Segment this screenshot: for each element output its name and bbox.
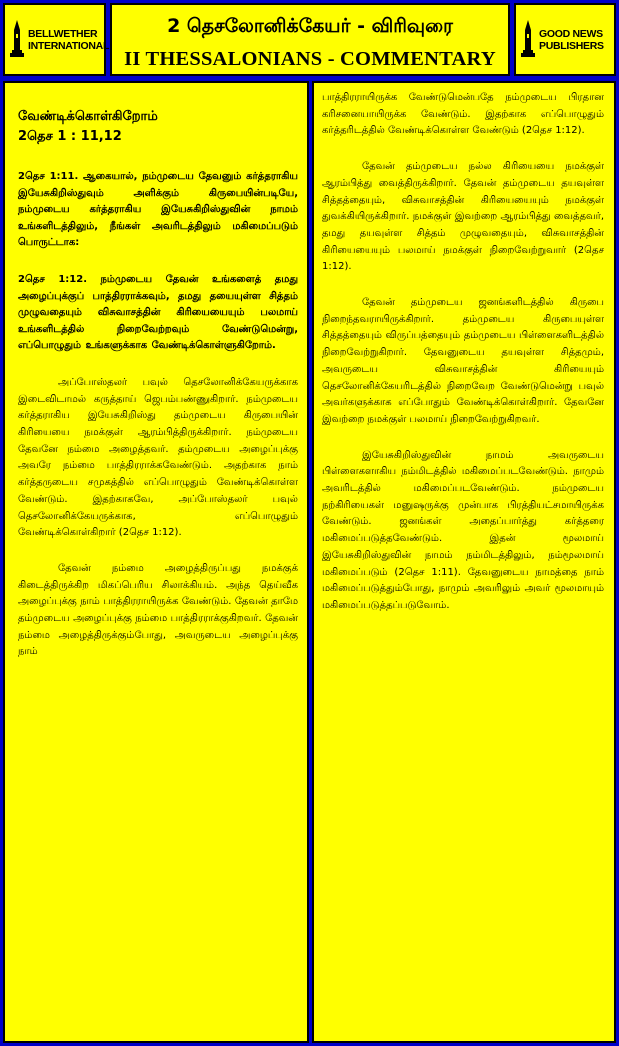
commentary-paragraph-text: இயேசுகிறிஸ்துவின் நாமம் அவருடைய பிள்ளைகளாகிய நம்மிடத்தில் மகிமைப்படவேண்டும். நாமும் அவரிடத்தில் மகிமைப்படவேண்டும். நம்முடைய நற்கிரியைகள் மனுஷருக்கு முன்பாக பிரத்தியட்சமாயிருக்க வேண்டும். ஜனங்கள் அதைப்பார்த்து கர்த்தரை மகிமைப்படுத்தவேண்டும். இதன் மூலமாய் இயேசுகிறிஸ்துவின் நாமம் நம்மிடத்திலும், நம்மூலமாய் மகிமைப்படும் (2தெச 1:11). தேவனுடைய நாமத்தை நாம் மகிமைப்படுத்தும்போது, நாமும் அவரிலும் அவர் மூலமாயும் மகிமைப்படுத்தப்படுவோம்.	[322, 449, 604, 611]
section-heading-title: வேண்டிக்கொள்கிறோம்	[18, 109, 158, 124]
commentary-paragraph-text: தேவன் தம்முடைய நல்ல கிரியையை நமக்குள் ஆரம்பித்து வைத்திருக்கிறார். தேவன் தம்முடைய தயவுள்ள சித்தத்தையும், விசுவாசத்தின் கிரியையையும் நமக்குள் துவக்கியிருக்கிறார். நமக்குள் இவற்றை ஆரம்பித்து வைத்தவர், தமது தயவுள்ள சித்தம் முழுவதையும், விசுவாசத்தின் கிரியையையும் பலமாய் நமக்குள் நிறைவேற்றுவார் (2தெச 1:12).	[322, 161, 604, 273]
left-logo-line1: BELLWETHER	[28, 27, 98, 40]
commentary-paragraph-text: தேவன் தம்முடைய ஜனங்களிடத்தில் கிருபை நிறைந்தவராயிருக்கிறார். தம்முடைய கிருபையுள்ள சித்தத்தையும் விருப்பத்தையும் தம்முடைய பிள்ளைகளிடத்தில் நிறைவேற்றுகிறார். தேவனுடைய தயவுள்ள சித்தமும், அவருடைய விசுவாசத்தின் கிரியையும் தெசலோனிக்கேயரிடத்தில் நிறைவேற வேண்டுமென்று பவுல் அவர்களுக்காக எப்போதும் வேண்டிக்கொள்கிறார். தேவனே இவற்றை நமக்குள் பலமாய் நிறைவேற்றுகிறவர்.	[322, 297, 604, 425]
left-logo-line2: INTERNATIONAL	[28, 39, 110, 52]
commentary-paragraph	[322, 295, 604, 429]
commentary-paragraph	[18, 561, 298, 661]
title-block	[110, 3, 510, 76]
commentary-paragraph: பாத்திரராயிருக்க வேண்டுமென்பதே நம்முடைய பிரதான கரிசனையாயிருக்க வேண்டும். இதற்காக எப்பொழுதும் கர்த்தரிடத்தில் வேண்டிக்கொள்ள வேண்டும் (2தெச 1:12).	[322, 92, 604, 137]
verse-text-1-11: 2தெச 1:11. ஆகையால், நம்முடைய தேவனும் கர்த்தராகிய இயேசுகிறிஸ்துவும் அளிக்கும் கிருபையின்படியே, நம்முடைய கர்த்தராகிய இயேசுகிறிஸ்துவின் நாமம் உங்களிடத்திலும், நீங்கள் அவரிடத்திலும் மகிமைப்படும் பொருட்டாக:	[18, 171, 298, 249]
tower-icon	[520, 20, 536, 60]
right-logo-line1: GOOD NEWS	[539, 27, 603, 40]
commentary-paragraph-text: தேவன் நம்மை அழைத்திருப்பது நமக்குக் கிடைத்திருக்கிற மிகப்பெரிய சிலாக்கியம். அந்த தெய்வீக அழைப்புக்கு நாம் பாத்திரராயிருக்க வேண்டும். தேவன் தாமே தம்முடைய அழைப்புக்கு நம்மை பாத்திரராக்குகிறவர். தேவன் நம்மை அழைத்திருக்கும்போது, அவருடைய அழைப்புக்கு நாம்	[18, 562, 298, 658]
tower-icon	[9, 20, 25, 60]
commentary-paragraph-text: அப்போஸ்தலர் பவுல் தெசலோனிக்கேயருக்காக இடைவிடாமல் கருத்தாய் ஜெபம்பண்ணுகிறார். நம்முடைய கர்த்தராகிய இயேசுகிறிஸ்து தம்முடைய கிருபையின் கிரியையை நமக்குள் ஆரம்பித்திருக்கிறார். நம்முடைய தேவனே நம்மை அழைத்தவர். தம்முடைய அழைப்புக்கு அவரே நம்மை பாத்திரராக்கவேண்டும். அதற்காக நாம் கர்த்தருடைய சமுகத்தில் எப்பொழுதும் வேண்டிக்கொள்ள வேண்டும். இதற்காகவே, அப்போஸ்தலர் பவுல் தெசலோனிக்கேயருக்காக, எப்பொழுதும் வேண்டிக்கொள்கிறார் (2தெச 1:12).	[18, 376, 298, 539]
right-column	[312, 81, 616, 1043]
bellwether-logo	[3, 3, 110, 76]
verse-text-1-12: 2தெச 1:12. நம்முடைய தேவன் உங்களைத் தமது அழைப்புக்குப் பாத்திரராக்கவும், தமது தயையுள்ள சித்தம் முழுவதையும் விசுவாசத்தின் கிரியையையும் பலமாய் உங்களிடத்தில் நிறைவேற்றவும் வேண்டுமென்று, எப்பொழுதும் உங்களுக்காக வேண்டிக்கொள்ளுகிறோம்.	[18, 273, 298, 352]
good-news-publishers-logo	[514, 3, 616, 76]
right-logo-line2: PUBLISHERS	[539, 39, 604, 52]
commentary-paragraph	[322, 159, 604, 276]
page-title-tamil: 2 தெசலோனிக்கேயர் - விரிவுரை	[167, 15, 453, 37]
section-heading	[18, 107, 298, 147]
commentary-paragraph	[322, 448, 604, 615]
left-column	[3, 81, 309, 1043]
commentary-paragraph	[18, 375, 298, 542]
page-title-english: II THESSALONIANS - COMMENTARY	[124, 48, 496, 70]
section-heading-reference: 2தெச 1 : 11,12	[18, 129, 122, 144]
